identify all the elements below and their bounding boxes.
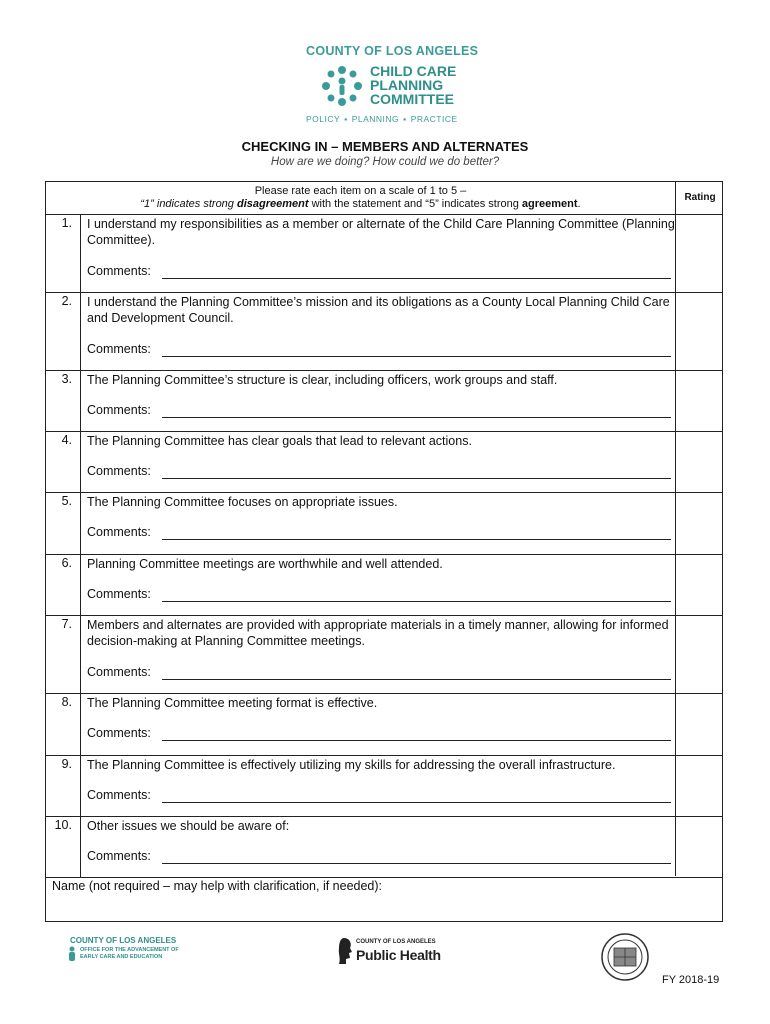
- item-statement: I understand my responsibilities as a member or alternate of the Child Care Planning Committee (Planning Committee).: [87, 217, 675, 247]
- comments-input-line[interactable]: [162, 863, 671, 864]
- row-divider: [46, 816, 722, 817]
- item-number: 4.: [46, 431, 81, 492]
- survey-item-row: [46, 755, 675, 816]
- survey-item-row: [46, 693, 675, 755]
- comments-label: Comments:: [87, 525, 151, 539]
- row-divider: [46, 554, 722, 555]
- ece-office-logo: COUNTY OF LOS ANGELES OFFICE FOR THE ADVANCEMENT OF EARLY CARE AND EDUCATION: [64, 936, 194, 968]
- name-label: Name (not required – may help with clarification, if needed):: [52, 879, 383, 893]
- comments-input-line[interactable]: [162, 278, 671, 279]
- survey-table: [45, 181, 723, 922]
- row-divider: [46, 693, 722, 694]
- item-number: 1.: [46, 214, 81, 292]
- item-statement: The Planning Committee meeting format is effective.: [87, 696, 378, 710]
- logo-org-name: CHILD CARE PLANNING COMMITTEE: [370, 63, 457, 107]
- comments-label: Comments:: [87, 587, 151, 601]
- rating-instructions: Please rate each item on a scale of 1 to 5 – “1” indicates strong disagreement with the statement and “5” indicates strong agreement.: [140, 185, 581, 210]
- item-statement: Planning Committee meetings are worthwhile and well attended.: [87, 557, 443, 571]
- children-circle-icon: [318, 62, 366, 110]
- item-statement: Other issues we should be aware of:: [87, 819, 290, 833]
- comments-label: Comments:: [87, 403, 151, 417]
- row-divider: [46, 431, 722, 432]
- comments-input-line[interactable]: [162, 740, 671, 741]
- row-divider: [46, 292, 722, 293]
- ccpc-logo: [300, 44, 500, 126]
- item-statement: The Planning Committee is effectively utilizing my skills for addressing the overall infrastructure.: [87, 758, 616, 772]
- survey-item-row: [46, 431, 675, 492]
- comments-label: Comments:: [87, 464, 151, 478]
- comments-label: Comments:: [87, 726, 151, 740]
- comments-input-line[interactable]: [162, 679, 671, 680]
- row-divider: [46, 370, 722, 371]
- row-divider: [46, 755, 722, 756]
- page-subtitle: How are we doing? How could we do better?: [270, 156, 500, 168]
- comments-input-line[interactable]: [162, 539, 671, 540]
- comments-input-line[interactable]: [162, 417, 671, 418]
- comments-input-line[interactable]: [162, 356, 671, 357]
- comments-label: Comments:: [87, 788, 151, 802]
- name-row-divider: [46, 877, 722, 878]
- county-seal-icon: [600, 932, 650, 982]
- logo-tagline: POLICY ▪ PLANNING ▪ PRACTICE: [306, 114, 458, 124]
- child-figure-icon: [66, 946, 78, 962]
- comments-input-line[interactable]: [162, 478, 671, 479]
- item-number: 8.: [46, 693, 81, 755]
- survey-item-row: [46, 615, 675, 693]
- item-statement: The Planning Committee’s structure is clear, including officers, work groups and staff.: [87, 373, 558, 387]
- survey-item-row: [46, 554, 675, 615]
- row-divider: [46, 615, 722, 616]
- fiscal-year-label: FY 2018-19: [662, 974, 720, 986]
- comments-label: Comments:: [87, 264, 151, 278]
- survey-item-row: [46, 292, 675, 370]
- item-number: 7.: [46, 615, 81, 693]
- item-statement: I understand the Planning Committee’s mission and its obligations as a County Local Planning Child Care and Development Council.: [87, 295, 670, 325]
- comments-input-line[interactable]: [162, 802, 671, 803]
- row-divider: [46, 492, 722, 493]
- comments-label: Comments:: [87, 342, 151, 356]
- survey-item-row: [46, 492, 675, 554]
- survey-item-row: [46, 214, 675, 292]
- item-statement: The Planning Committee focuses on appropriate issues.: [87, 495, 398, 509]
- public-health-logo: COUNTY OF LOS ANGELES Public Health: [334, 934, 450, 968]
- item-number: 5.: [46, 492, 81, 554]
- rating-column-header: Rating: [684, 192, 716, 203]
- item-number: 10.: [46, 816, 81, 877]
- survey-item-row: [46, 816, 675, 877]
- item-number: 6.: [46, 554, 81, 615]
- comments-label: Comments:: [87, 665, 151, 679]
- comments-input-line[interactable]: [162, 601, 671, 602]
- item-statement: The Planning Committee has clear goals that lead to relevant actions.: [87, 434, 472, 448]
- profile-silhouette-icon: [336, 936, 354, 966]
- survey-item-row: [46, 370, 675, 431]
- logo-county-text: COUNTY OF LOS ANGELES: [306, 44, 479, 58]
- page-title: CHECKING IN – MEMBERS AND ALTERNATES: [241, 139, 529, 154]
- item-statement: Members and alternates are provided with appropriate materials in a timely manner, allowing for informed decision-making at Planning Committee meetings.: [87, 618, 669, 648]
- row-divider: [46, 214, 722, 215]
- item-number: 3.: [46, 370, 81, 431]
- comments-label: Comments:: [87, 849, 151, 863]
- item-number: 2.: [46, 292, 81, 370]
- item-number: 9.: [46, 755, 81, 816]
